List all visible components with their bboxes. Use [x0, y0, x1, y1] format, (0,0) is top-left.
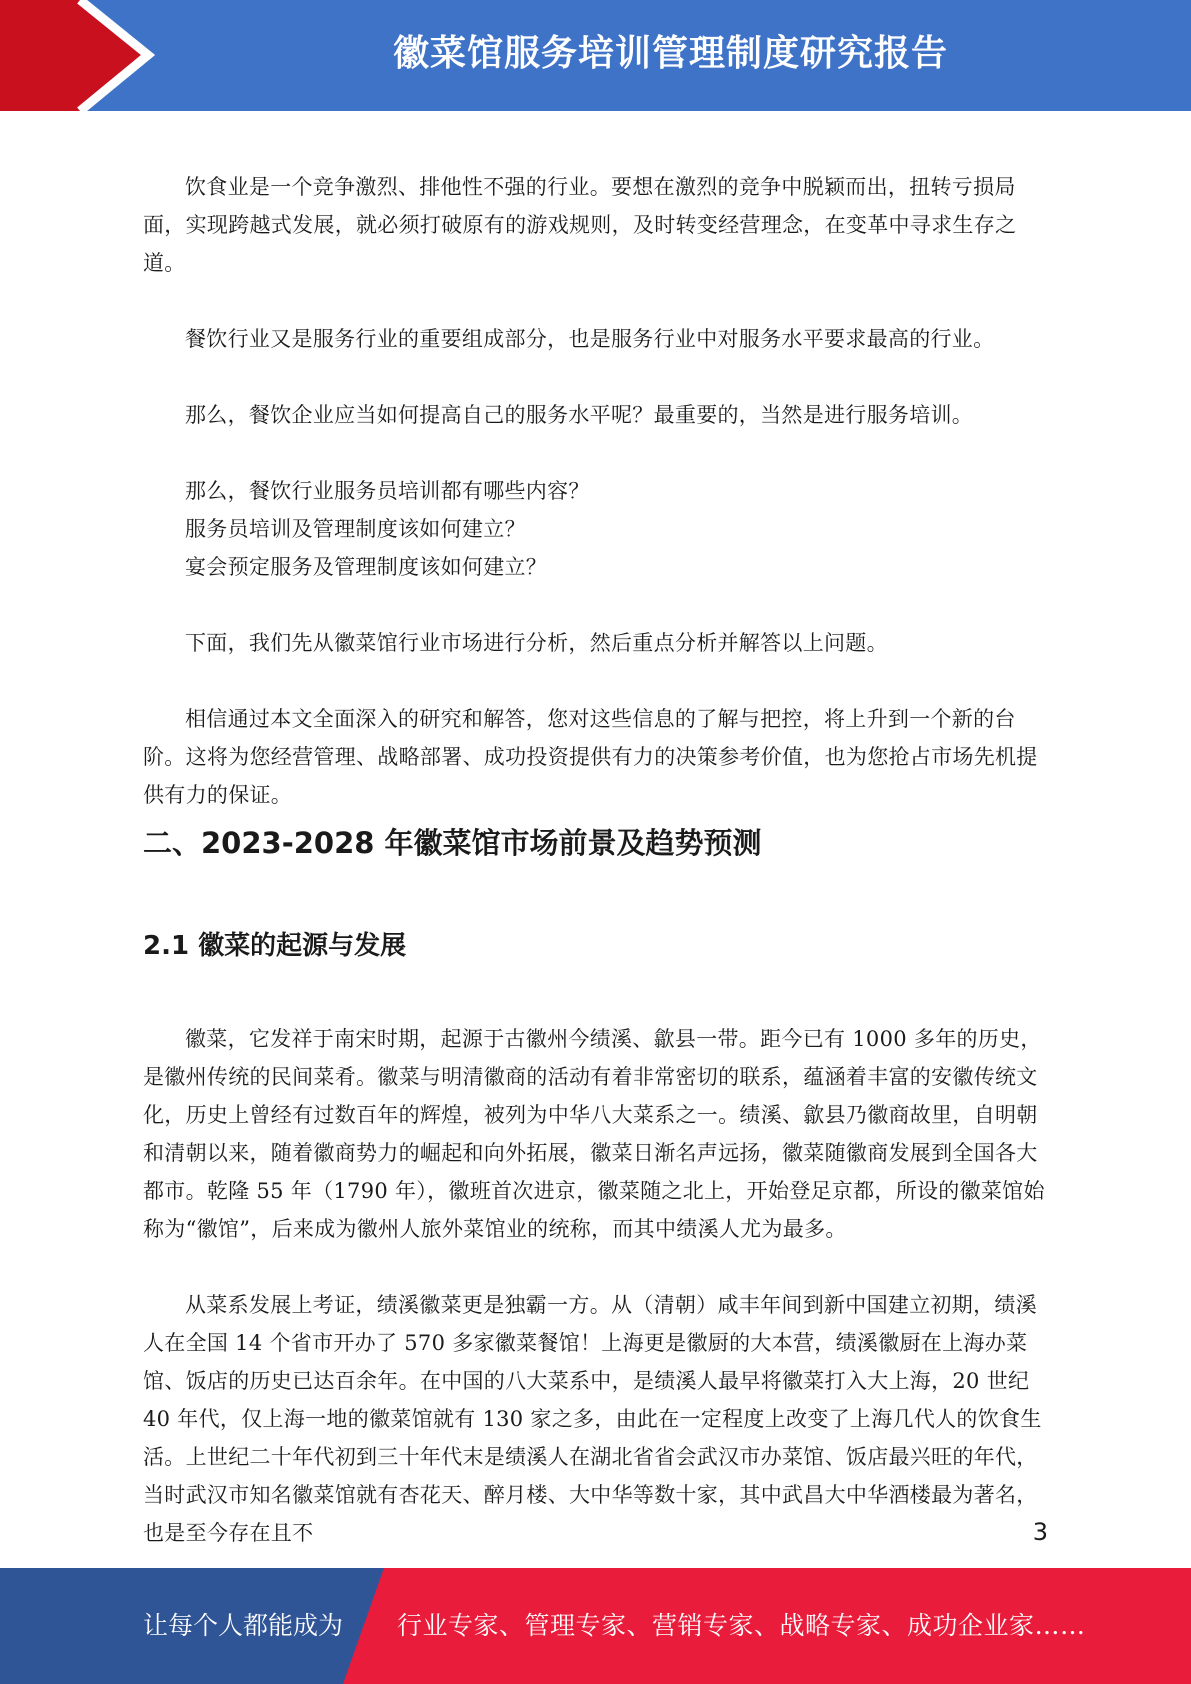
footer-slogan-right: 行业专家、管理专家、营销专家、战略专家、成功企业家……	[397, 1611, 1086, 1640]
intro-paragraph-2: 餐饮行业又是服务行业的重要组成部分，也是服务行业中对服务水平要求最高的行业。	[185, 327, 995, 351]
page-number: 3	[1032, 1518, 1048, 1546]
page-footer	[0, 1568, 1191, 1684]
intro-paragraph-3: 那么，餐饮企业应当如何提高自己的服务水平呢？最重要的，当然是进行服务培训。	[185, 403, 974, 427]
question-3: 宴会预定服务及管理制度该如何建立？	[185, 555, 548, 579]
footer-slogan-left: 让每个人都能成为	[143, 1611, 344, 1640]
section-heading: 二、2023-2028 年徽菜馆市场前景及趋势预测	[143, 826, 762, 860]
subsection-heading: 2.1 徽菜的起源与发展	[143, 931, 407, 961]
question-2: 服务员培训及管理制度该如何建立？	[185, 517, 526, 541]
origin-paragraph-1: 徽菜，它发祥于南宋时期，起源于古徽州今绩溪、歙县一带。距今已有 1000 多年的历史，是徽州传统的民间菜肴。徽菜与明清徽商的活动有着非常密切的联系，蕴涵着丰富的安徽传统文化，历史上曾经有过数百年的辉煌，被列为中华八大菜系之一。绩溪、歙县乃徽商故里，自明朝和清朝以来，随着徽商势力的崛起和向外拓展，徽菜日渐名声远扬，徽菜随徽商发展到全国各大都市。乾隆 55 年（1790 年），徽班首次进京，徽菜随之北上，开始登足京都，所设的徽菜馆始称为“徽馆”，后来成为徽州人旅外菜馆业的统称，而其中绩溪人尤为最多。	[143, 1027, 1045, 1241]
intro-paragraph-1: 饮食业是一个竞争激烈、排他性不强的行业。要想在激烈的竞争中脱颖而出，扭转亏损局面，实现跨越式发展，就必须打破原有的游戏规则，及时转变经营理念，在变革中寻求生存之道。	[143, 175, 1017, 275]
report-title: 徽菜馆服务培训管理制度研究报告	[392, 33, 948, 74]
question-1: 那么，餐饮行业服务员培训都有哪些内容？	[185, 479, 590, 503]
subsection-body	[143, 1020, 1046, 1552]
intro-paragraph-4: 下面，我们先从徽菜馆行业市场进行分析，然后重点分析并解答以上问题。	[185, 631, 888, 655]
origin-paragraph-2: 从菜系发展上考证，绩溪徽菜更是独霸一方。从（清朝）咸丰年间到新中国建立初期，绩溪人在全国 14 个省市开办了 570 多家徽菜餐馆！上海更是徽厨的大本营，绩溪徽厨在上海办菜馆、饭店的历史已达百余年。在中国的八大菜系中，是绩溪人最早将徽菜打入大上海，20 世纪 40 年代，仅上海一地的徽菜馆就有 130 家之多，由此在一定程度上改变了上海几代人的饮食生活。上世纪二十年代初到三十年代末是绩溪人在湖北省省会武汉市办菜馆、饭店最兴旺的年代，当时武汉市知名徽菜馆就有杏花天、醉月楼、大中华等数十家，其中武昌大中华酒楼最为著名，也是至今存在且不	[143, 1293, 1042, 1545]
intro-section	[143, 168, 1046, 814]
intro-paragraph-5: 相信通过本文全面深入的研究和解答，您对这些信息的了解与把控，将上升到一个新的台阶。这将为您经营管理、战略部署、成功投资提供有力的决策参考价值，也为您抢占市场先机提供有力的保证。	[143, 707, 1038, 807]
page-header	[0, 0, 1191, 111]
